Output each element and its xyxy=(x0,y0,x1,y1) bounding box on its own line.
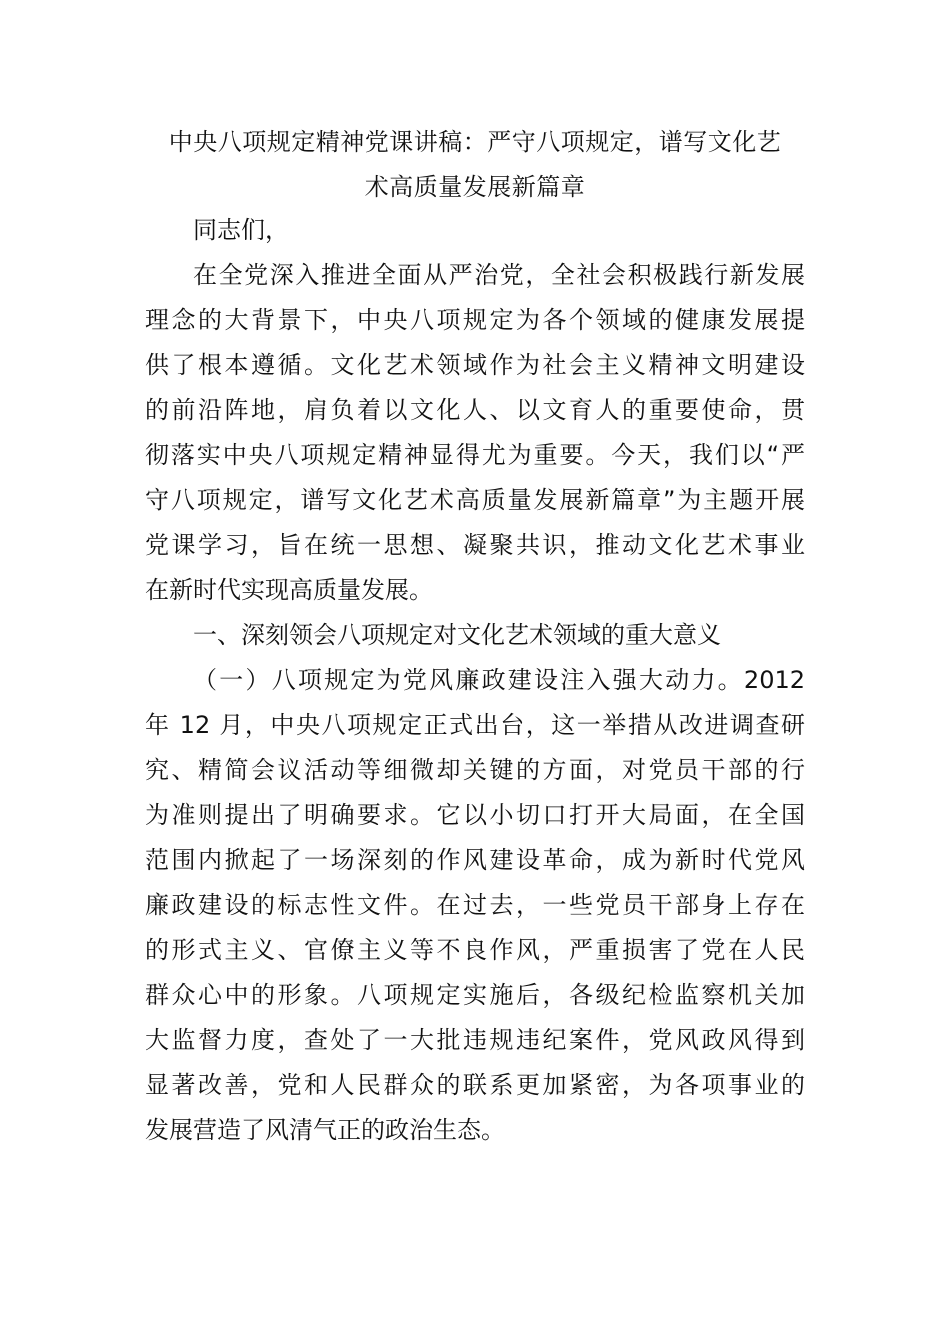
paragraph-line: 守八项规定，谱写文化艺术高质量发展新篇章”为主题开展 xyxy=(145,486,805,514)
paragraph-line: 理念的大背景下，中央八项规定为各个领域的健康发展提 xyxy=(145,306,805,334)
document-body xyxy=(145,208,805,1153)
paragraph-line: 大监督力度，查处了一大批违规违纪案件，党风政风得到 xyxy=(145,1026,805,1054)
document-title xyxy=(145,120,805,210)
paragraph-line: 在新时代实现高质量发展。 xyxy=(145,576,433,604)
paragraph-line: 的形式主义、官僚主义等不良作风，严重损害了党在人民 xyxy=(145,936,805,964)
paragraph-line: 显著改善，党和人民群众的联系更加紧密，为各项事业的 xyxy=(145,1071,805,1099)
paragraph-section-1-1 xyxy=(145,658,805,1153)
paragraph-line: 的前沿阵地，肩负着以文化人、以文育人的重要使命，贯 xyxy=(145,396,805,424)
paragraph-line: 发展营造了风清气正的政治生态。 xyxy=(145,1116,505,1144)
section-heading-1: 一、深刻领会八项规定对文化艺术领域的重大意义 xyxy=(193,621,721,649)
paragraph-line: 廉政建设的标志性文件。在过去，一些党员干部身上存在 xyxy=(145,891,805,919)
paragraph-line: 供了根本遵循。文化艺术领域作为社会主义精神文明建设 xyxy=(145,351,805,379)
title-line-2: 术高质量发展新篇章 xyxy=(364,173,586,201)
paragraph-line: 群众心中的形象。八项规定实施后，各级纪检监察机关加 xyxy=(145,981,805,1009)
title-line-1: 中央八项规定精神党课讲稿：严守八项规定，谱写文化艺 xyxy=(168,128,782,156)
paragraph-line: 究、精简会议活动等细微却关键的方面，对党员干部的行 xyxy=(145,756,805,784)
paragraph-line: （一）八项规定为党风廉政建设注入强大动力。2012 xyxy=(193,666,805,694)
paragraph-line: 彻落实中央八项规定精神显得尤为重要。今天，我们以“严 xyxy=(145,441,805,469)
paragraph-line: 年 12 月，中央八项规定正式出台，这一举措从改进调查研 xyxy=(145,711,805,739)
paragraph-line: 范围内掀起了一场深刻的作风建设革命，成为新时代党风 xyxy=(145,846,805,874)
paragraph-line: 在全党深入推进全面从严治党，全社会积极践行新发展 xyxy=(193,261,805,289)
paragraph-line: 为准则提出了明确要求。它以小切口打开大局面，在全国 xyxy=(145,801,805,829)
salutation: 同志们， xyxy=(193,216,289,244)
paragraph-intro xyxy=(145,253,805,613)
paragraph-line: 党课学习，旨在统一思想、凝聚共识，推动文化艺术事业 xyxy=(145,531,805,559)
